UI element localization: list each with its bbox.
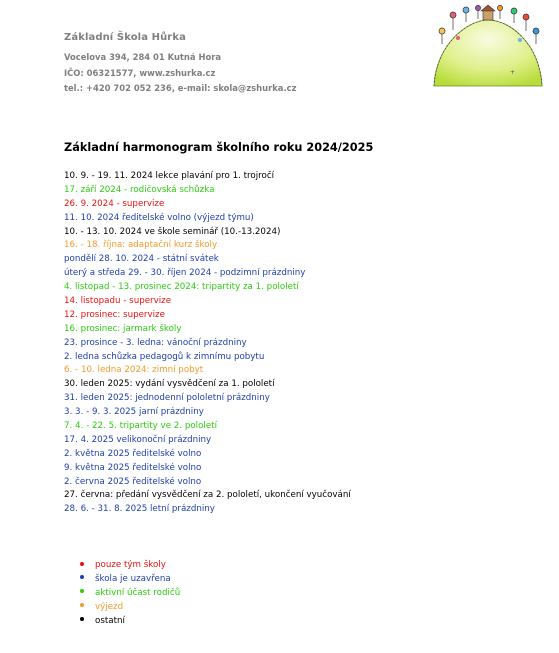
schedule-item: 2. května 2025 ředitelské volno (64, 448, 202, 459)
schedule-item: 17. září 2024 - rodičovská schůzka (64, 184, 215, 195)
legend-item (80, 573, 180, 587)
schedule-item: 11. 10. 2024 ředitelské volno (výjezd týmu) (64, 212, 254, 223)
schedule-item: 4. listopad - 13. prosinec 2024: tripartity za 1. pololetí (64, 282, 299, 293)
schedule-item: 23. prosince - 3. ledna: vánoční prázdniny (64, 337, 247, 348)
legend-label: aktivní účast rodičů (95, 587, 181, 598)
schedule-item: 10. - 13. 10. 2024 ve škole seminář (10.-13.2024) (64, 226, 281, 237)
school-address: Vocelova 394, 284 01 Kutná Hora (64, 52, 222, 62)
schedule-item: 26. 9. 2024 - supervize (64, 198, 165, 209)
legend-bullet-icon (80, 617, 84, 621)
legend-label: ostatní (95, 615, 125, 626)
schedule-item: 9. května 2025 ředitelské volno (64, 462, 202, 473)
legend-item (80, 615, 180, 629)
legend-label: výjezd (95, 601, 124, 612)
schedule-item: 17. 4. 2025 velikonoční prázdniny (64, 434, 212, 445)
legend-bullet-icon (80, 575, 84, 579)
schedule-item: 27. června: předání vysvědčení za 2. pololetí, ukončení vyučování (64, 490, 351, 501)
school-contact: tel.: +420 702 052 236, e-mail: skola@zshurka.cz (64, 83, 297, 94)
legend-bullet-icon (80, 589, 84, 593)
legend-bullet-icon (80, 603, 84, 607)
schedule-item: 14. listopadu - supervize (64, 296, 172, 307)
legend-label: pouze tým školy (95, 560, 166, 570)
schedule-list (64, 170, 351, 517)
page-title: Základní harmonogram školního roku 2024/2025 (64, 141, 374, 154)
schedule-item: 30. leden 2025: vydání vysvědčení za 1. pololetí (64, 379, 275, 390)
schedule-item: 6. - 10. ledna 2024: zimní pobyt (64, 365, 204, 376)
schedule-item: pondělí 28. 10. 2024 - státní svátek (64, 254, 219, 265)
schedule-item: 2. ledna schůzka pedagogů k zimnímu pobytu (64, 351, 265, 362)
school-name: Základní Škola Hůrka (64, 32, 186, 43)
schedule-item: úterý a středa 29. - 30. říjen 2024 - podzimní prázdniny (64, 268, 306, 279)
school-logo (428, 4, 548, 88)
schedule-item: 10. 9. - 19. 11. 2024 lekce plavání pro 1. trojročí (64, 171, 275, 181)
legend-label: škola je uzavřena (95, 573, 171, 584)
schedule-item: 16. prosinec: jarmark školy (64, 323, 182, 334)
legend-item (80, 559, 180, 573)
school-ico-web: IČO: 06321577, www.zshurka.cz (64, 67, 216, 78)
schedule-item: 2. června 2025 ředitelské volno (64, 476, 202, 487)
legend-item (80, 587, 180, 601)
schedule-item: 16. - 18. října: adaptační kurz školy (64, 240, 218, 251)
schedule-item: 3. 3. - 9. 3. 2025 jarní prázdniny (64, 407, 204, 418)
schedule-item: 31. leden 2025: jednodenní pololetní prázdniny (64, 393, 270, 404)
schedule-item: 12. prosinec: supervize (64, 309, 165, 320)
legend-bullet-icon (80, 562, 84, 566)
school-header (64, 32, 296, 99)
svg-text:+: + (510, 69, 516, 76)
schedule-item: 7. 4. - 22. 5. tripartity ve 2. pololetí (64, 421, 217, 432)
schedule-item: 28. 6. - 31. 8. 2025 letní prázdniny (64, 504, 215, 515)
legend-item (80, 601, 180, 615)
color-legend (80, 559, 180, 628)
